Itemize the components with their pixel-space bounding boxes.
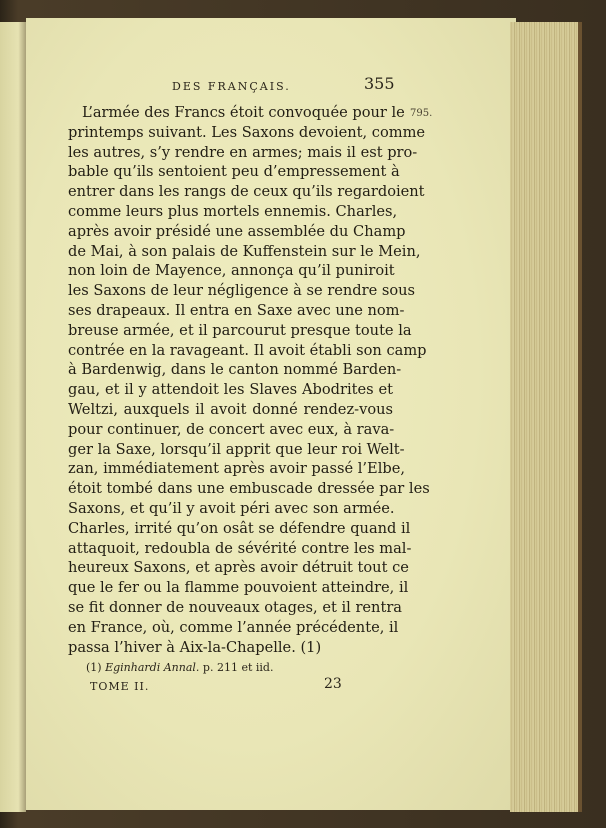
- text-line: à Bardenwig, dans le canton nommé Barden-: [68, 361, 402, 379]
- page-number: 355: [364, 74, 395, 93]
- text-line: après avoir présidé une assemblée du Champ: [68, 222, 406, 240]
- text-line: heureux Saxons, et après avoir détruit tout ce: [68, 559, 409, 577]
- text-line: ses drapeaux. Il entra en Saxe avec une nom-: [68, 301, 405, 319]
- page-edges: [510, 22, 582, 812]
- text-line: entrer dans les rangs de ceux qu’ils regardoient: [68, 183, 425, 201]
- text-line: zan, immédiatement après avoir passé l’Elbe,: [68, 460, 405, 478]
- text-line: attaquoit, redoubla de sévérité contre les mal-: [68, 539, 412, 557]
- text-line: non loin de Mayence, annonça qu’il puniroit: [68, 262, 395, 280]
- text-line: les autres, s’y rendre en armes; mais il est pro-: [68, 143, 418, 161]
- text-line: Saxons, et qu’il y avoit péri avec son armée.: [68, 499, 395, 517]
- text-line: comme leurs plus mortels ennemis. Charles,: [68, 202, 398, 220]
- text-line: gau, et il y attendoit les Slaves Abodrites et: [68, 381, 393, 399]
- margin-year: 795.: [410, 108, 433, 119]
- text-line: passa l’hiver à Aix-la-Chapelle. (1): [68, 638, 322, 656]
- text-line: pour continuer, de concert avec eux, à rava-: [68, 420, 395, 438]
- text-line: se fit donner de nouveaux otages, et il rentra: [68, 598, 402, 616]
- text-line: que le fer ou la flamme pouvoient atteindre, il: [68, 579, 409, 597]
- tome-label: TOME II.: [90, 680, 150, 693]
- running-head: DES FRANÇAIS.: [172, 80, 291, 93]
- text-line: ger la Saxe, lorsqu’il apprit que leur roi Welt-: [68, 440, 405, 458]
- footnote-source: Eginhardi Annal.: [105, 661, 200, 674]
- text-line: étoit tombé dans une embuscade dressée par les: [68, 480, 430, 498]
- signature-mark: 23: [324, 676, 342, 692]
- text-line: les Saxons de leur négligence à se rendre sous: [68, 282, 416, 300]
- footnote-mark: (1): [86, 661, 102, 674]
- text-line: L’armée des Francs étoit convoquée pour le: [82, 104, 405, 121]
- footnote-ref: p. 211 et iid.: [202, 661, 274, 674]
- text-line: en France, où, comme l’année précédente, il: [68, 618, 399, 636]
- text-line: de Mai, à son palais de Kuffenstein sur le Mein,: [68, 242, 421, 260]
- text-line: bable qu’ils sentoient peu d’empressement à: [68, 163, 400, 181]
- text-line: breuse armée, et il parcourut presque toute la: [68, 321, 412, 339]
- footnote: [86, 661, 273, 674]
- text-line: printemps suivant. Les Saxons devoient, comme: [68, 123, 426, 141]
- text-line: Weltzi, auxquels il avoit donné rendez-vous: [68, 400, 393, 418]
- text-line: contrée en la ravageant. Il avoit établi son camp: [68, 341, 427, 359]
- text-line: Charles, irrité qu’on osât se défendre quand il: [68, 519, 411, 537]
- left-page-edge: [0, 22, 26, 812]
